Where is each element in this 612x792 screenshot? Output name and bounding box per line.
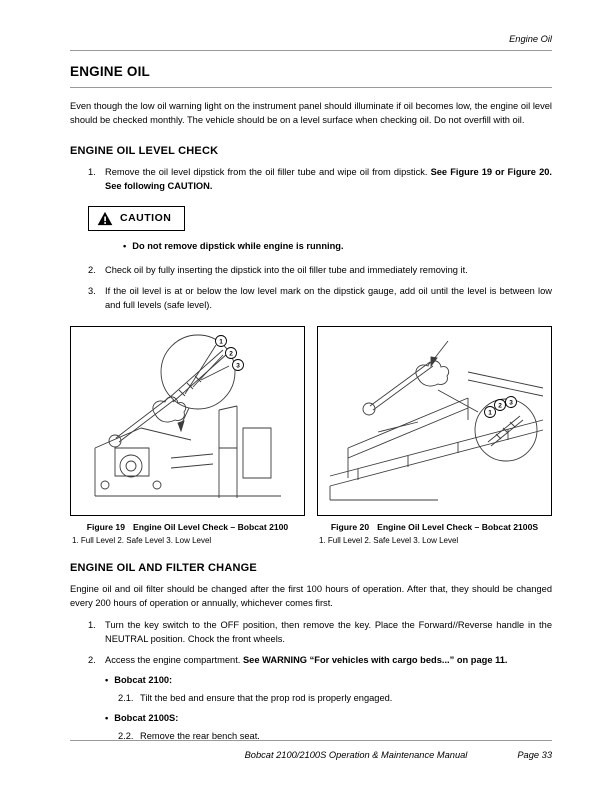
warning-icon (97, 211, 113, 226)
figure-19-illustration (71, 327, 304, 515)
callout-number: 2 (498, 401, 502, 409)
figure-20-frame (317, 326, 552, 516)
callout-number: 1 (219, 337, 223, 345)
step-text: Tilt the bed and ensure that the prop rod is properly engaged. (140, 693, 393, 704)
callout-number: 3 (236, 361, 240, 369)
section-heading-level-check: ENGINE OIL LEVEL CHECK (70, 144, 219, 157)
title-rule (70, 87, 552, 88)
step-number: 2. (88, 655, 96, 666)
footer-manual-title: Bobcat 2100/2100S Operation & Maintenance Manual (244, 750, 468, 760)
step-text-bold: See Figure 19 or Figure 20. See following CAUTION. (105, 166, 552, 191)
callout-number: 2 (229, 349, 233, 357)
caution-box (88, 206, 185, 231)
filter-change-step-2 (88, 654, 552, 668)
caution-block (88, 206, 552, 251)
level-check-step-2 (88, 264, 552, 278)
step-text-bold: See WARNING “For vehicles with cargo beds...” on page 11. (242, 655, 508, 666)
figure-19-legend: 1. Full Level 2. Safe Level 3. Low Level (72, 535, 212, 545)
step-text-normal: Remove the oil level dipstick from the oil filler tube and wipe oil from dipstick. (105, 166, 431, 177)
figure-19-frame (70, 326, 305, 516)
figure-20-caption (317, 522, 552, 532)
step-number: 1. (88, 620, 96, 631)
figure-caption-title: Engine Oil Level Check – Bobcat 2100S (377, 521, 539, 532)
callout-number: 3 (509, 398, 513, 406)
running-header: Engine Oil (70, 34, 552, 51)
step-number: 2. (88, 264, 96, 275)
level-check-step-3 (88, 285, 552, 313)
filter-change-step-1 (88, 619, 552, 647)
figure-caption-label: Figure 20 (330, 521, 370, 532)
bullet-bobcat-2100s: • Bobcat 2100S: (105, 713, 552, 723)
caution-bullet: • Do not remove dipstick while engine is running. (123, 241, 552, 251)
figures-row (70, 326, 552, 545)
level-check-step-1 (88, 166, 552, 194)
figure-20-illustration (318, 327, 551, 515)
step-text: Turn the key switch to the OFF position, then remove the key. Place the Forward//Reverse handle in the NEUTRAL position. Chock the front wheels. (105, 620, 552, 645)
step-text (105, 654, 552, 668)
step-number: 3. (88, 285, 96, 296)
figure-caption-label: Figure 19 (86, 521, 125, 532)
page-title: ENGINE OIL (70, 64, 151, 79)
figure-20 (317, 326, 552, 545)
figure-19-caption (70, 522, 305, 532)
callout-number: 1 (488, 408, 492, 416)
step-number: 2.2. (118, 731, 134, 742)
filter-change-step-2-1 (118, 692, 552, 706)
footer-page-number: Page 33 (517, 750, 552, 760)
figure-20-legend: 1. Full Level 2. Safe Level 3. Low Level (319, 535, 459, 545)
intro-paragraph: Even though the low oil warning light on the instrument panel should illuminate if oil becomes low, the engine oil level should be checked monthly. The vehicle should be on a level surface when checking oil. Do not overfill with oil. (70, 101, 552, 125)
step-text: If the oil level is at or below the low level mark on the dipstick gauge, add oil until the level is between low and full levels (safe level). (105, 285, 552, 310)
step-number: 2.1. (118, 693, 134, 704)
filter-change-intro: Engine oil and oil filter should be changed after the first 100 hours of operation. After that, they should be changed every 200 hours of operation or annually, whichever comes first. (70, 583, 552, 608)
step-number: 1. (88, 166, 96, 177)
step-text (105, 166, 552, 194)
step-text-normal: Access the engine compartment. (105, 655, 243, 666)
figure-caption-title: Engine Oil Level Check – Bobcat 2100 (132, 521, 289, 532)
caution-label: CAUTION (120, 212, 172, 225)
figure-19 (70, 326, 305, 545)
bullet-bobcat-2100: • Bobcat 2100: (105, 675, 552, 685)
step-text: Remove the rear bench seat. (140, 731, 260, 742)
section-heading-filter-change: ENGINE OIL AND FILTER CHANGE (70, 561, 257, 574)
page-footer (70, 740, 552, 760)
step-text: Check oil by fully inserting the dipstick into the oil filler tube and immediately removing it. (105, 264, 468, 275)
